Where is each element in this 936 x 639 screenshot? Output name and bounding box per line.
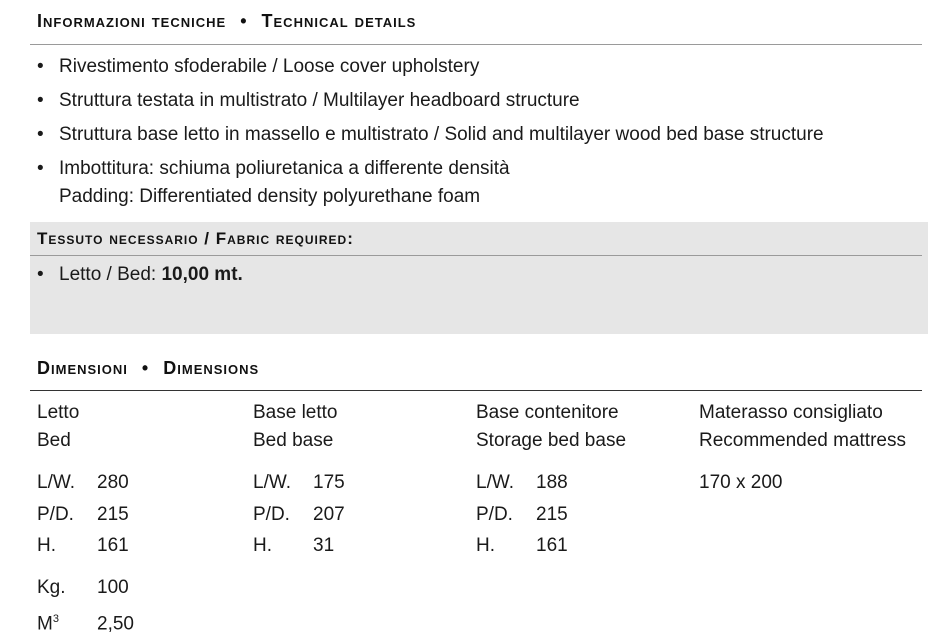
fabric-item-value: 10,00 mt. (161, 264, 242, 285)
bed-specs (37, 467, 129, 562)
spec-value: 161 (536, 535, 568, 556)
dimension-column-bed-base (253, 399, 338, 455)
spec-label: P/D. (476, 499, 536, 531)
list-item (37, 121, 824, 149)
spec-row (476, 530, 568, 562)
bed-base-specs (253, 467, 345, 562)
spec-label: P/D. (37, 499, 97, 531)
spec-label: L/W. (37, 467, 97, 499)
fabric-heading: Tessuto necessario / Fabric required: (37, 229, 354, 249)
spec-row (253, 467, 345, 499)
volume-label-group (37, 604, 97, 639)
weight-volume (37, 572, 134, 635)
dimensions-heading (37, 358, 259, 379)
column-name-en: Bed (37, 427, 79, 455)
technical-title-it: Informazioni tecniche (37, 11, 226, 31)
technical-divider (30, 44, 922, 45)
heading-separator: • (142, 358, 149, 378)
dimensions-divider (30, 390, 922, 391)
bullet-icon: • (37, 155, 44, 183)
volume-row (37, 604, 134, 636)
technical-list (37, 53, 824, 217)
spec-value: 215 (536, 504, 568, 525)
spec-value: 207 (313, 504, 345, 525)
spec-value: 280 (97, 472, 129, 493)
dimension-column-bed (37, 399, 79, 455)
weight-row (37, 572, 134, 604)
mattress-size: 170 x 200 (699, 467, 782, 499)
spec-label: H. (37, 530, 97, 562)
list-item-text: Struttura base letto in massello e multistrato / Solid and multilayer wood bed base structure (59, 124, 824, 145)
weight-label: Kg. (37, 572, 97, 604)
column-name-it: Letto (37, 399, 79, 427)
fabric-item-label: Letto / Bed: (59, 264, 156, 285)
technical-details-heading (37, 11, 416, 32)
list-item-text: Struttura testata in multistrato / Multilayer headboard structure (59, 90, 580, 111)
spec-value: 215 (97, 504, 129, 525)
column-name-en: Recommended mattress (699, 427, 906, 455)
column-name-it: Materasso consigliato (699, 399, 906, 427)
bullet-icon: • (37, 53, 44, 81)
list-item (37, 53, 824, 81)
spec-label: H. (253, 530, 313, 562)
spec-label: H. (476, 530, 536, 562)
dimension-column-storage-base (476, 399, 626, 455)
list-item (37, 87, 824, 115)
fabric-list (37, 261, 243, 295)
list-item (37, 261, 243, 289)
spec-row (253, 530, 345, 562)
mattress-specs (699, 467, 782, 499)
fabric-divider (30, 255, 922, 256)
dimensions-title-it: Dimensioni (37, 358, 128, 378)
spec-label: L/W. (253, 467, 313, 499)
column-name-en: Bed base (253, 427, 338, 455)
volume-label: M (37, 613, 53, 634)
spec-value: 161 (97, 535, 129, 556)
spec-row (37, 499, 129, 531)
heading-separator: • (240, 11, 247, 31)
spec-row (37, 530, 129, 562)
dimension-column-mattress (699, 399, 906, 455)
column-name-en: Storage bed base (476, 427, 626, 455)
column-name-it: Base contenitore (476, 399, 626, 427)
spec-value: 188 (536, 472, 568, 493)
list-item-text: Rivestimento sfoderabile / Loose cover upholstery (59, 56, 479, 77)
list-item (37, 155, 824, 211)
spec-label: P/D. (253, 499, 313, 531)
spec-value: 175 (313, 472, 345, 493)
technical-title-en: Technical details (262, 11, 417, 31)
bullet-icon: • (37, 121, 44, 149)
list-item-text: Imbottitura: schiuma poliuretanica a differente densità (59, 158, 510, 179)
dimensions-title-en: Dimensions (163, 358, 259, 378)
bullet-icon: • (37, 87, 44, 115)
volume-label-sup: 3 (53, 613, 59, 625)
spec-row (253, 499, 345, 531)
spec-row (476, 499, 568, 531)
bullet-icon: • (37, 261, 44, 289)
spec-row (37, 467, 129, 499)
spec-row (476, 467, 568, 499)
weight-value: 100 (97, 577, 129, 598)
list-item-text-en: Padding: Differentiated density polyurethane foam (59, 186, 480, 207)
spec-value: 31 (313, 535, 334, 556)
spec-label: L/W. (476, 467, 536, 499)
storage-base-specs (476, 467, 568, 562)
column-name-it: Base letto (253, 399, 338, 427)
volume-value: 2,50 (97, 613, 134, 634)
